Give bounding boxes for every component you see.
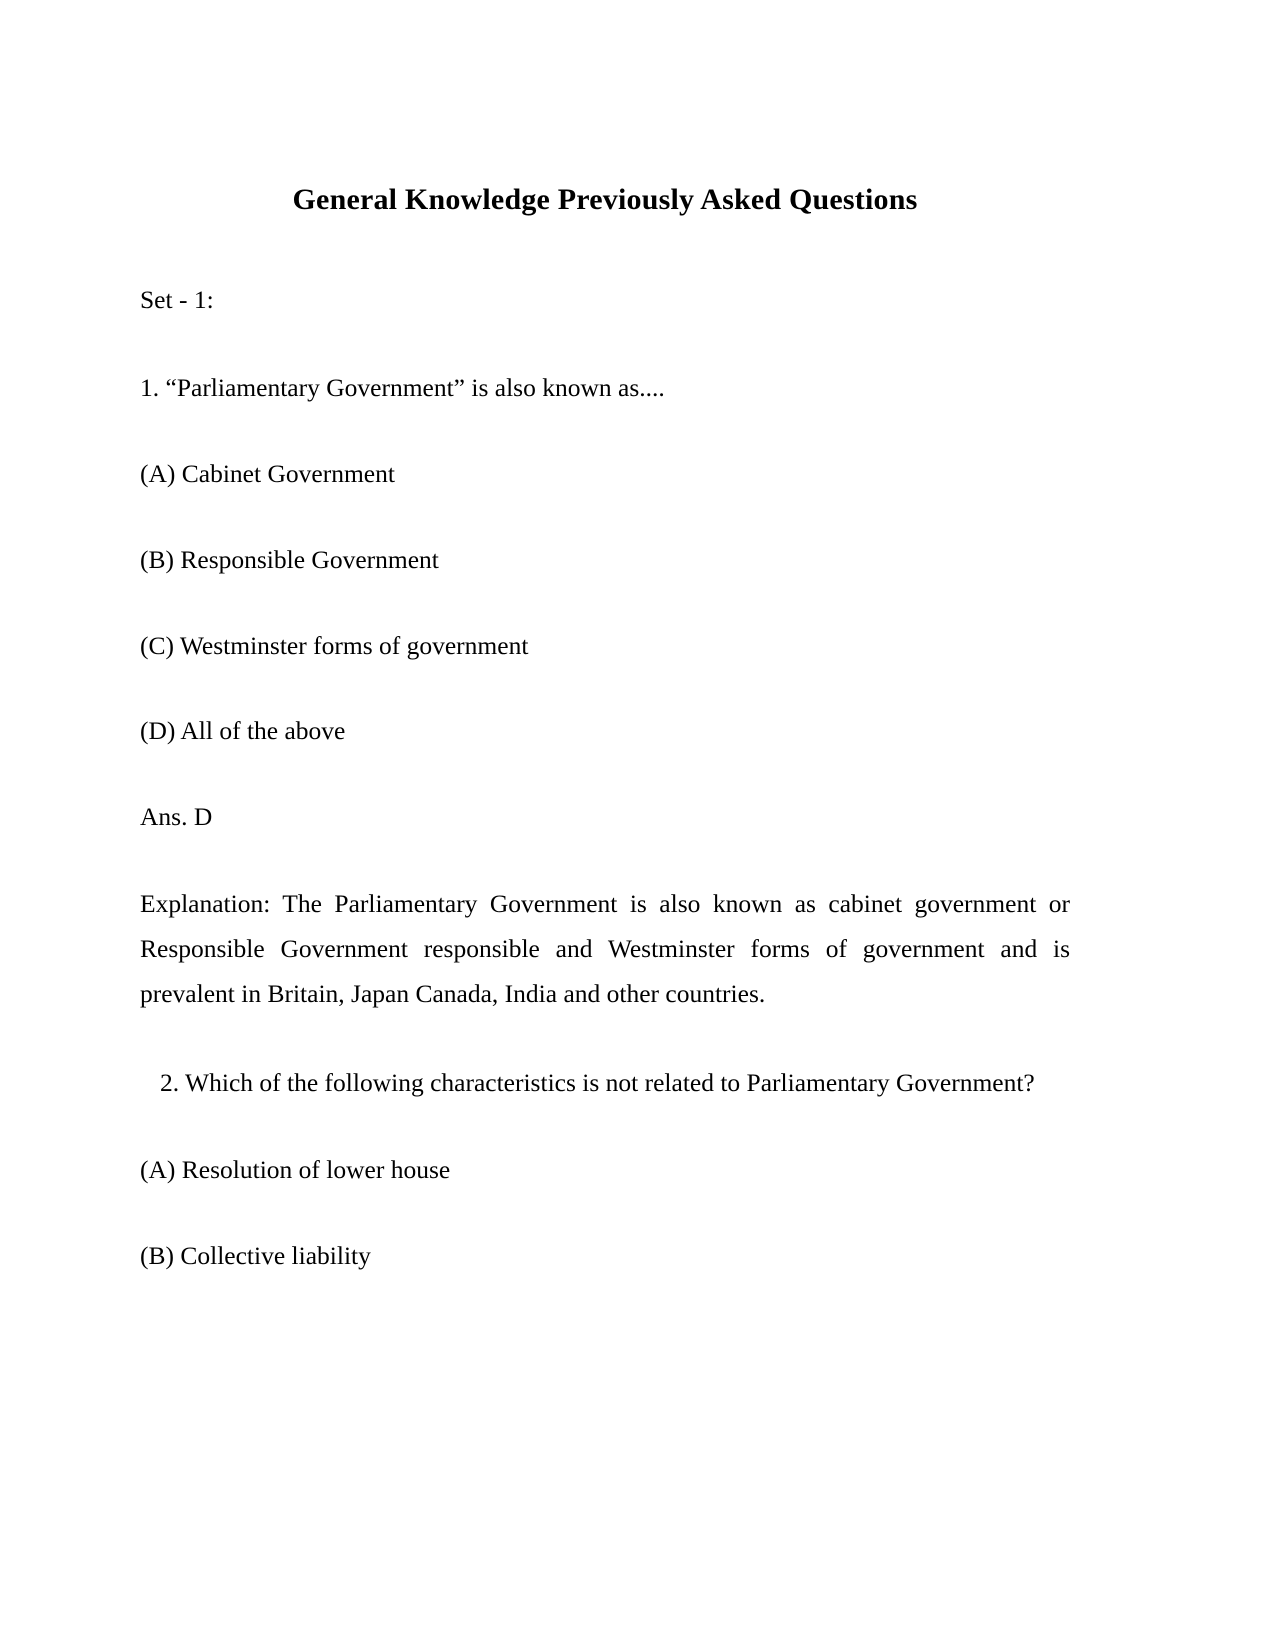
spacer <box>140 1017 1070 1061</box>
question-2-text: 2. Which of the following characteristics is not related to Parliamentary Government? <box>160 1067 1035 1097</box>
question-1-answer: Ans. D <box>140 802 213 832</box>
spacer <box>140 840 1070 882</box>
question-1-option-b: (B) Responsible Government <box>140 544 439 574</box>
question-1-option-d: (D) All of the above <box>140 716 346 746</box>
question-1-option-a: (A) Cabinet Government <box>140 458 395 488</box>
spacer <box>140 1106 1070 1148</box>
question-2-option-b: (B) Collective liability <box>140 1240 371 1270</box>
spacer <box>140 218 1070 278</box>
spacer <box>140 1193 1070 1234</box>
question-1-text: 1. “Parliamentary Government” is also known as.... <box>140 372 665 402</box>
set-label: Set - 1: <box>140 285 214 314</box>
spacer <box>140 411 1070 452</box>
spacer <box>140 754 1070 795</box>
page-content <box>140 0 1077 1278</box>
spacer <box>140 497 1070 538</box>
spacer <box>140 668 1070 709</box>
question-1-explanation: Explanation: The Parliamentary Government is also known as cabinet government or Responsible Government responsible and Westminster forms of government and is prevalent in Britain, Japan Canada, India and other countries. <box>140 889 1077 1008</box>
spacer <box>140 583 1070 624</box>
question-1-option-c: (C) Westminster forms of government <box>140 630 529 660</box>
question-2-option-a: (A) Resolution of lower house <box>140 1154 451 1184</box>
page-title: General Knowledge Previously Asked Questions <box>292 183 918 216</box>
spacer <box>140 323 1070 366</box>
